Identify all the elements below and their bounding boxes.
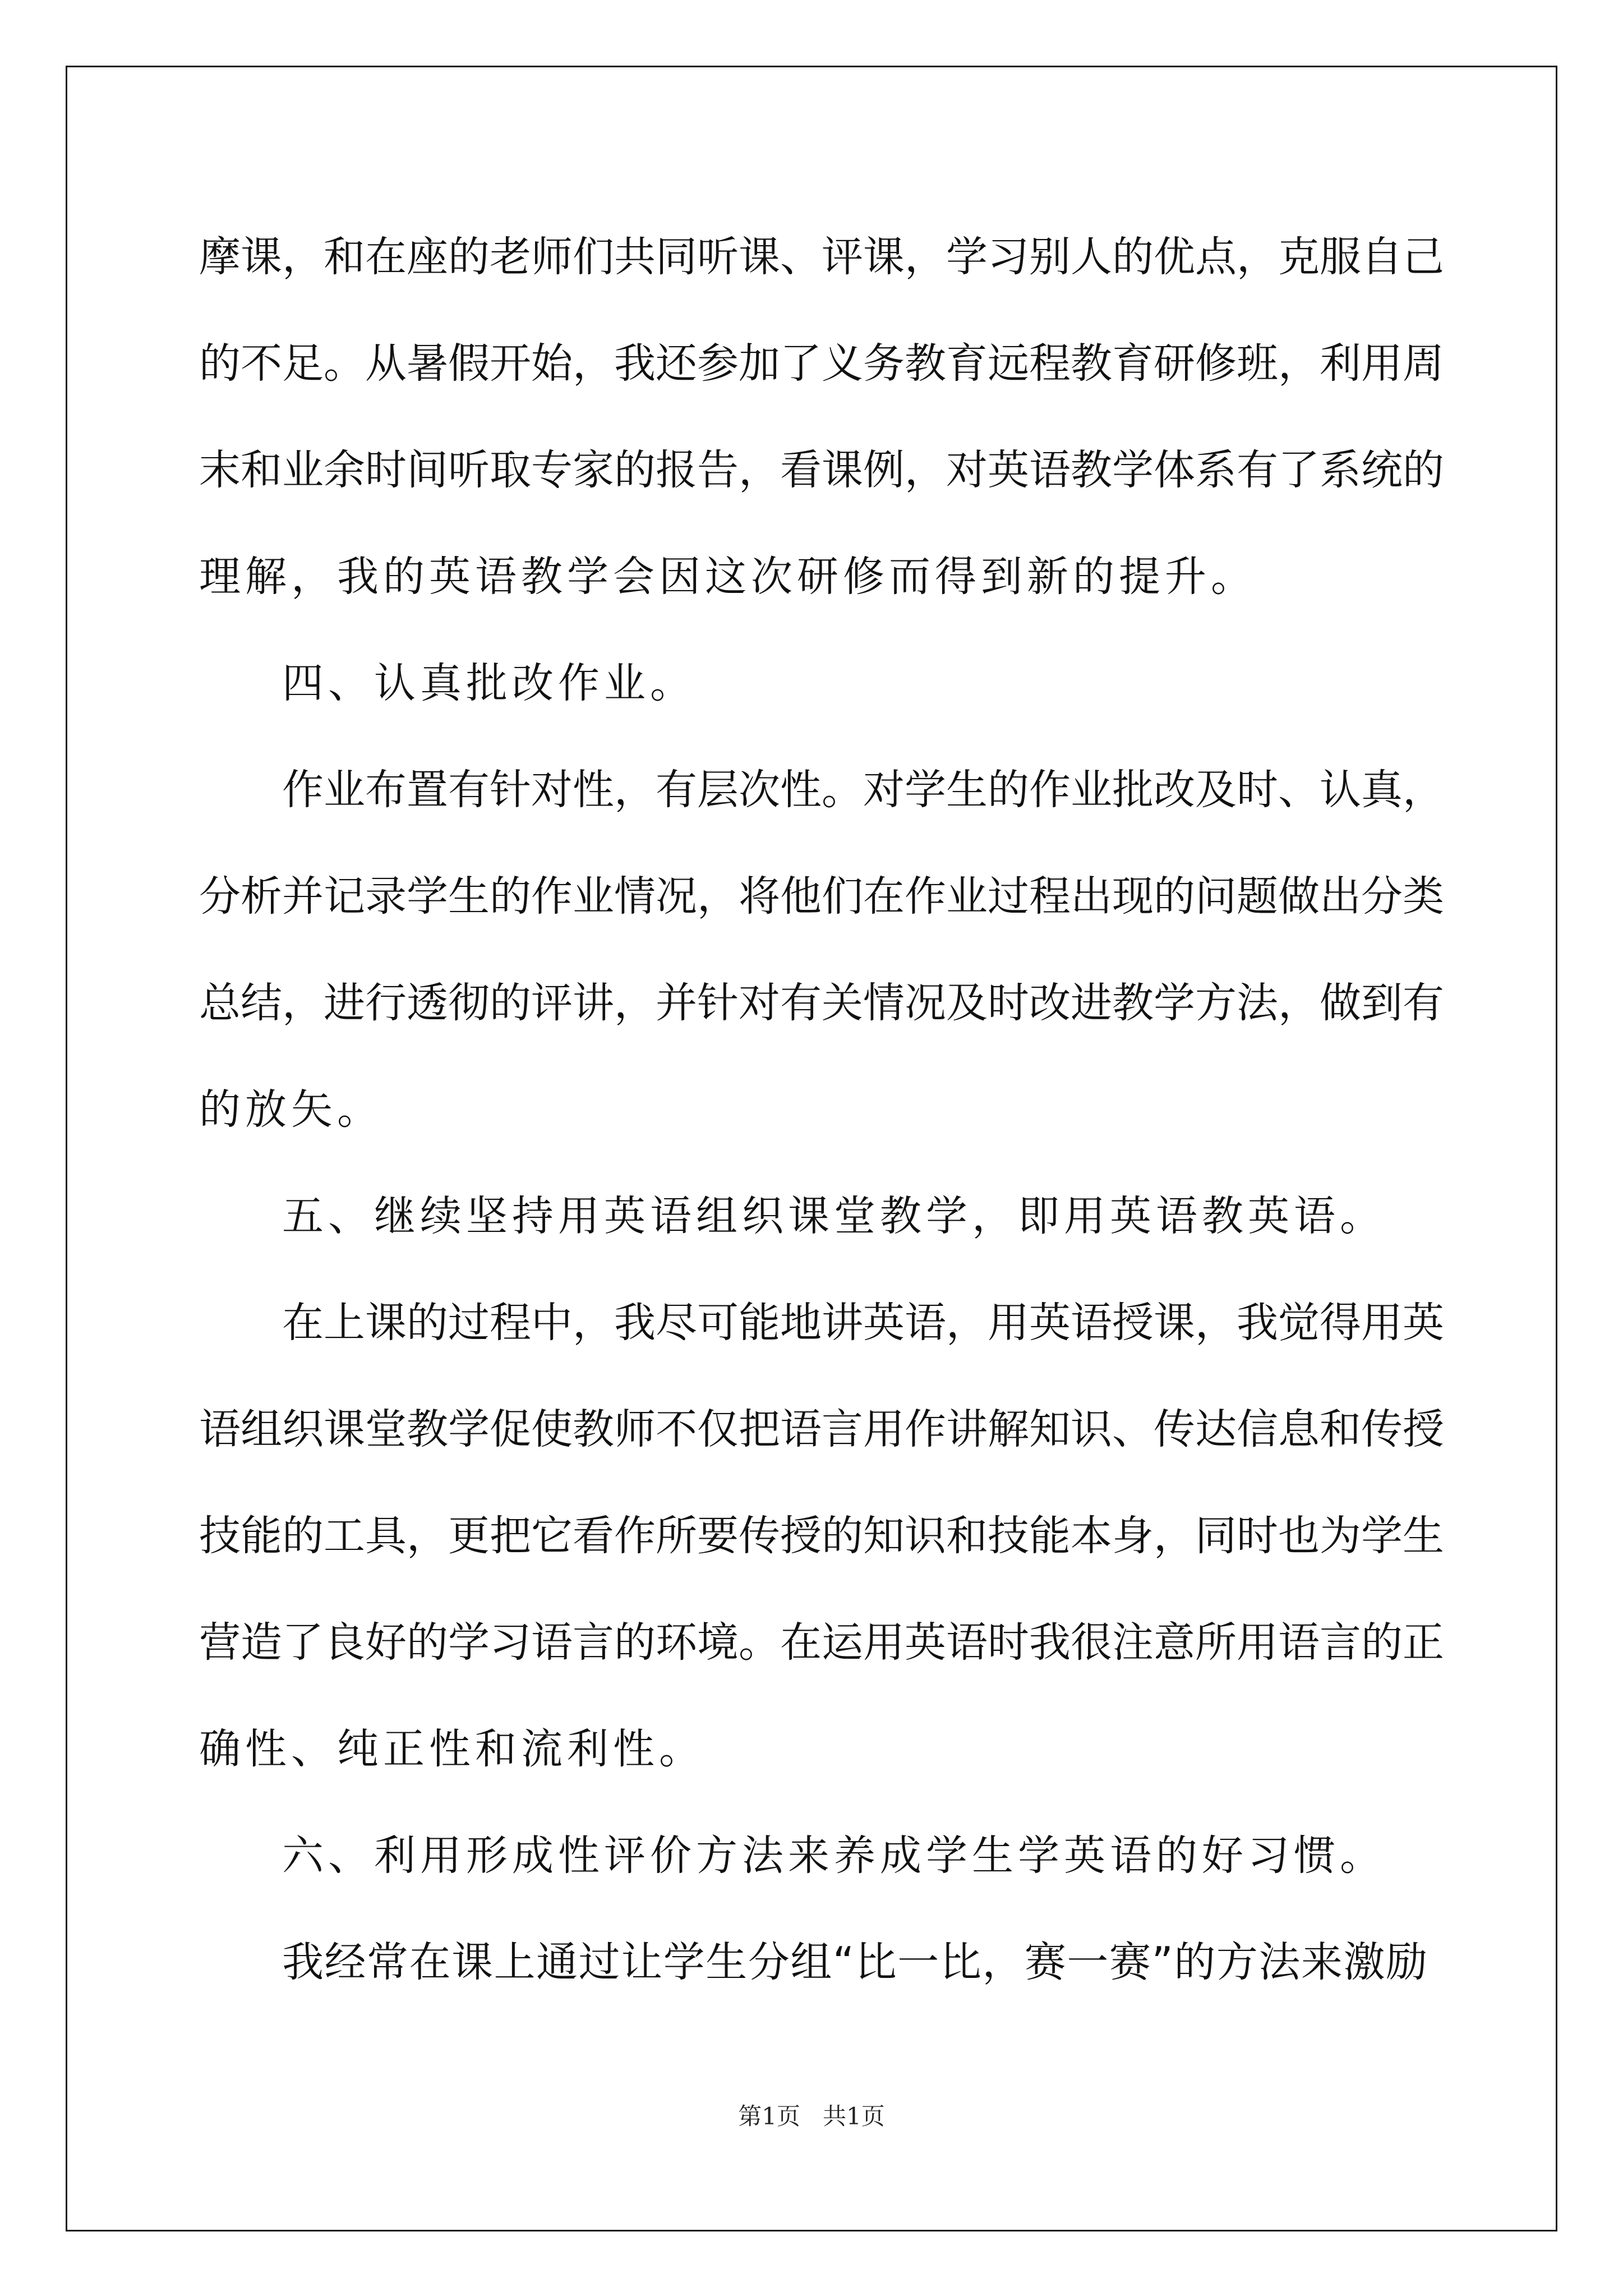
paragraph-first-line: 在上课的过程中，我尽可能地讲英语，用英语授课，我觉得用英 <box>282 1299 1444 1347</box>
text-line: 的放矢。 <box>199 1085 383 1134</box>
footer-spacer <box>800 2102 823 2130</box>
section-heading: 五、继续坚持用英语组织课堂教学，即用英语教英语。 <box>282 1192 1386 1240</box>
text-line: 技能的工具，更把它看作所要传授的知识和技能本身，同时也为学生 <box>199 1512 1444 1560</box>
text-line: 的不足。从暑假开始，我还参加了义务教育远程教育研修班，利用周 <box>199 339 1444 388</box>
total-pages-label: 共1页 <box>823 2102 885 2130</box>
text-line: 理解，我的英语教学会因这次研修而得到新的提升。 <box>199 553 1257 601</box>
document-body <box>199 212 1444 2024</box>
text-line: 营造了良好的学习语言的环境。在运用英语时我很注意所用语言的正 <box>199 1618 1444 1667</box>
text-line: 确性、纯正性和流利性。 <box>199 1725 705 1773</box>
section-heading: 四、认真批改作业。 <box>282 659 696 707</box>
text-line: 总结，进行透彻的评讲，并针对有关情况及时改进教学方法，做到有 <box>199 979 1444 1027</box>
paragraph-first-line: 作业布置有针对性，有层次性。对学生的作业批改及时、认真， <box>282 766 1444 814</box>
paragraph-first-line: 我经常在课上通过让学生分组“比一比，赛一赛”的方法来激励 <box>282 1938 1427 1986</box>
text-line: 末和业余时间听取专家的报告，看课例，对英语教学体系有了系统的 <box>199 446 1444 494</box>
page-number-label: 第1页 <box>738 2102 800 2130</box>
text-line: 摩课，和在座的老师们共同听课、评课，学习别人的优点，克服自己 <box>199 233 1444 281</box>
section-heading: 六、利用形成性评价方法来养成学生学英语的好习惯。 <box>282 1832 1386 1880</box>
text-line: 语组织课堂教学促使教师不仅把语言用作讲解知识、传达信息和传授 <box>199 1405 1444 1453</box>
page-footer <box>0 2098 1623 2132</box>
text-line: 分析并记录学生的作业情况，将他们在作业过程出现的问题做出分类 <box>199 872 1444 921</box>
